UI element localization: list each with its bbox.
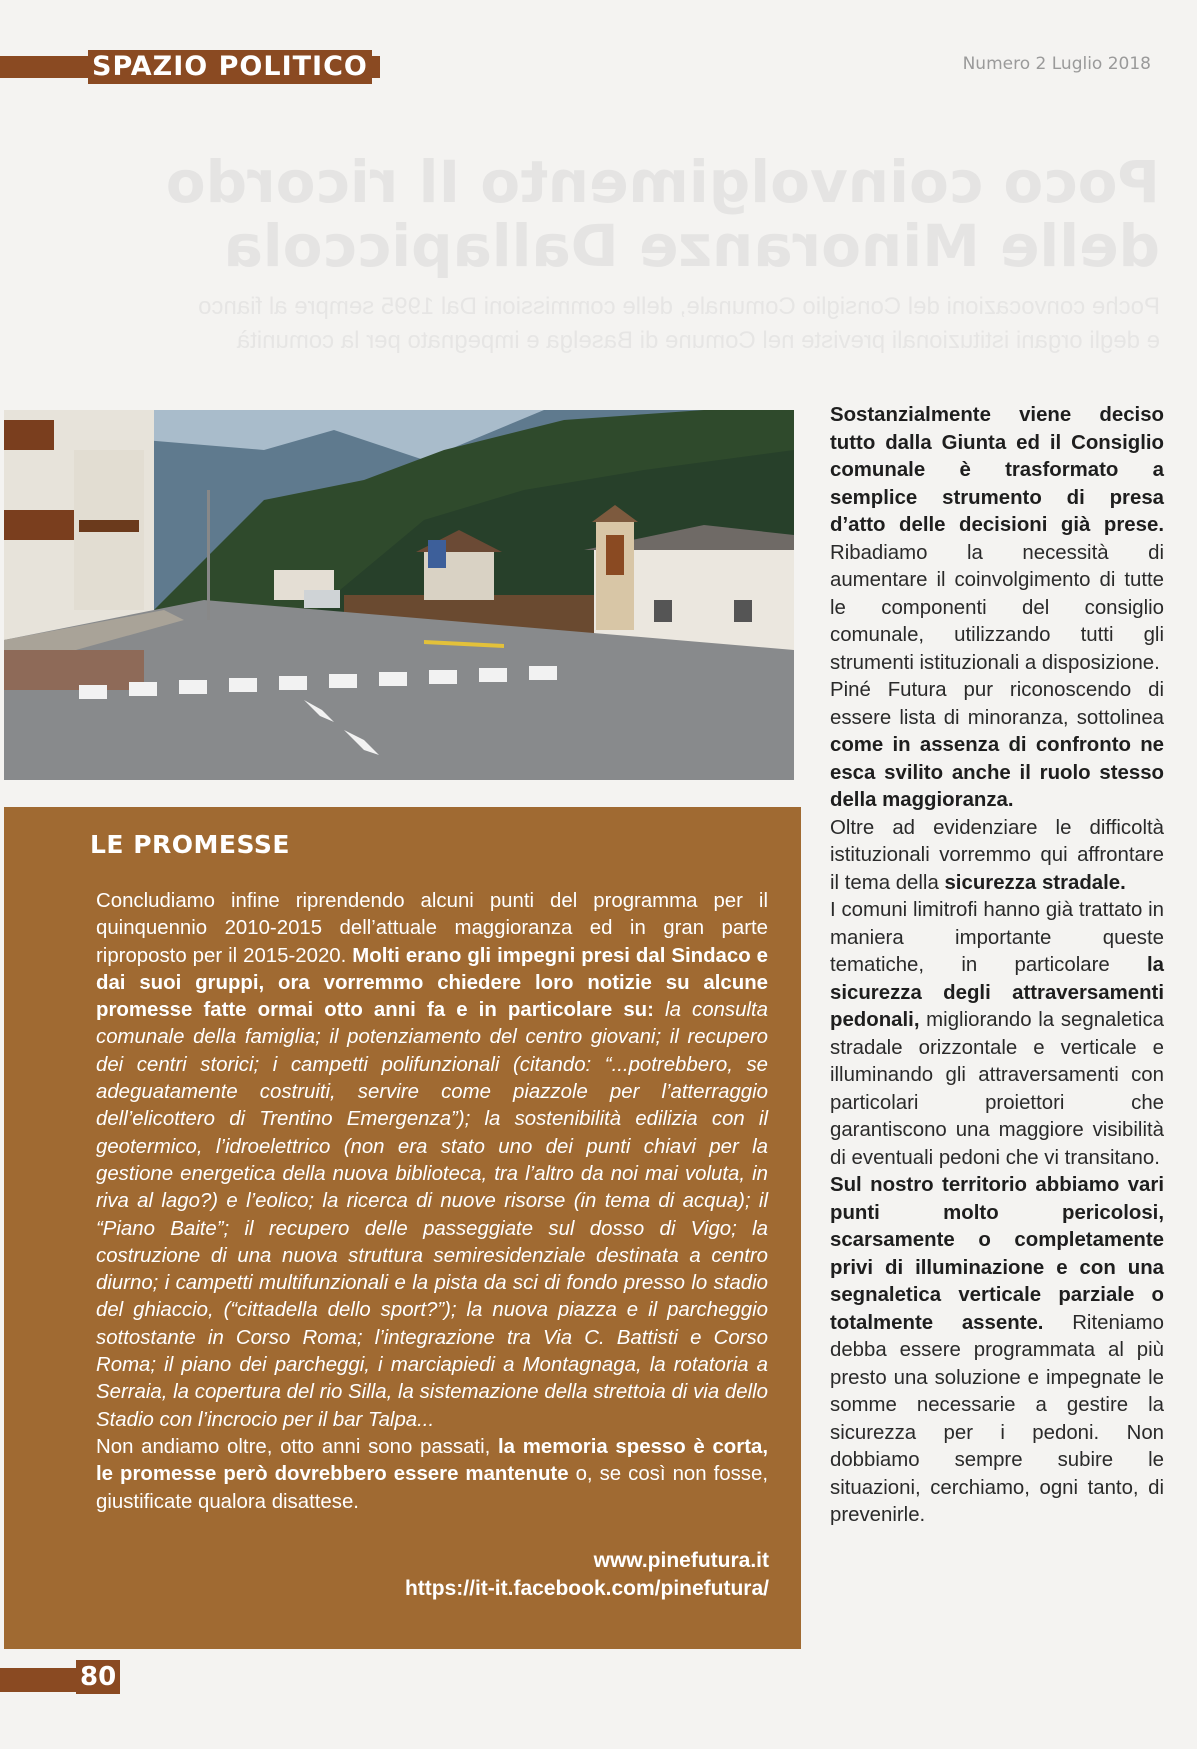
right-p1-bold: Sostanzialmente viene deciso tutto dalla Giunta ed il Consiglio comunale è trasformato a semplice strumento di presa d’atto delle decisioni già prese.: [830, 404, 1164, 536]
show-through-subtitle: [90, 290, 1160, 358]
right-p4-text: I comuni limitrofi hanno già trattato in maniera importante queste tematiche, in particolare: [830, 899, 1164, 976]
show-through-subtitle-line-2: e degli organi istituzionali previste nel Comune di Baselga e impegnato per la comunità: [236, 327, 1160, 354]
box-p1-text: Concludiamo infine riprendendo alcuni punti del programma per il quinquennio 2010-2015 dell’attuale maggioranza ed in gran parte riproposto per il 2015-2020.: [96, 890, 768, 967]
right-p3-bold: sicurezza stradale.: [944, 871, 1126, 894]
right-p5-bold: Sul nostro territorio abbiamo vari punti molto pericolosi, scarsamente o completamente privi di illuminazione e con una segnaletica verticale parziale o totalmente assente.: [830, 1174, 1164, 1334]
box-title: LE PROMESSE: [90, 830, 290, 859]
links-block: [405, 1547, 769, 1603]
box-body: [96, 888, 768, 1516]
box-p1-bold: Molti erano gli impegni presi dal Sindaco e dai suoi gruppi, ora vorremmo chiedere loro notizie su alcune promesse fatte ormai otto anni fa e in particolare su:: [96, 944, 768, 1022]
right-p3-text: Oltre ad evidenziare le difficoltà istituzionali vorremmo qui affrontare il tema della: [830, 816, 1164, 894]
right-paragraph-4: [830, 897, 1164, 1172]
website-link[interactable]: www.pinefutura.it: [593, 1549, 769, 1572]
right-p4-tail: migliorando la segnaletica stradale orizzontale e verticale e illuminando gli attraversamenti con particolari proiettori che garantiscono una maggiore visibilità di eventuali pedoni che vi transitano.: [830, 1009, 1164, 1169]
right-p2-bold: come in assenza di confronto ne esca svilito anche il ruolo stesso della maggioranza.: [830, 734, 1164, 811]
street-photo: [4, 410, 794, 780]
section-label: SPAZIO POLITICO: [88, 50, 372, 84]
issue-date: Numero 2 Luglio 2018: [962, 54, 1151, 74]
right-p1-text: Ribadiamo la necessità di aumentare il coinvolgimento di tutte le componenti del consiglio comunale, utilizzando tutti gli strumenti istituzionali a disposizione.: [830, 541, 1164, 674]
right-paragraph-1: [830, 402, 1164, 677]
box-p2-tail: o, se così non fosse, giustificate qualora disattese.: [96, 1463, 769, 1513]
facebook-link[interactable]: https://it-it.facebook.com/pinefutura/: [404, 1577, 769, 1600]
right-p4-bold: la sicurezza degli attraversamenti pedonali,: [830, 954, 1164, 1031]
right-column: [830, 402, 1164, 1530]
box-paragraph-2: [96, 1434, 768, 1516]
right-paragraph-3: [830, 815, 1164, 898]
box-p1-italic: la consulta comunale della famiglia; il potenziamento del centro giovani; il recupero dei centri storici; i campetti polifunzionali (citando: “...potrebbero, se adeguatamente costruiti, servire come piazzole per l’atterraggio dell’elicottero di Trentino Emergenza”); la sostenibilità edilizia con il geotermico, l’idroelettrico (non era stato uno dei punti chiavi per la gestione energetica della nuova biblioteca, tra l’altro da noi mai voluta, in riva al lago?) e l’eolico; la ricerca di nuove risorse (in tema di acqua); il “Piano Baite”; il recupero delle passeggiate sul dosso di Vigo; la costruzione di una nuova struttura semiresidenziale destinata a centro diurno; i campetti multifunzionali e la pista da sci di fondo presso lo stadio del ghiaccio, (“cittadella dello sport?”); la nuova piazza e il parcheggio sottostante in Corso Roma; l’integrazione tra Via C. Battisti e Corso Roma; il piano dei parcheggi, i marciapiedi a Montagnaga, la rotatoria a Serraia, la copertura del rio Silla, la sistemazione della strettoia di via dello Stadio con l’incrocio per il bar Talpa...: [96, 999, 768, 1431]
show-through-title: [90, 150, 1160, 278]
page-number: 80: [76, 1660, 120, 1694]
show-through-title-line-1: Poco coinvolgimento Il ricordo: [165, 150, 1160, 216]
box-paragraph-1: [96, 888, 768, 1434]
box-p2-text: Non andiamo oltre, otto anni sono passati,: [96, 1435, 498, 1458]
right-paragraph-2: [830, 677, 1164, 815]
right-paragraph-5: [830, 1172, 1164, 1530]
show-through-subtitle-line-1: Poche convocazioni del Consiglio Comunale, delle commissioni Dal 1995 sempre al fianco: [198, 293, 1160, 320]
right-p5-text: Riteniamo debba essere programmata al più presto una soluzione e impegnate le somme necessarie a gestire la sicurezza per i pedoni. Non dobbiamo sempre subire le situazioni, cerchiamo, ogni tanto, di prevenirle.: [830, 1311, 1164, 1526]
show-through-title-line-2: delle Minoranze Dallapiccola: [223, 212, 1160, 278]
box-p2-bold: la memoria spesso è corta, le promesse però dovrebbero essere mantenute: [96, 1435, 768, 1486]
right-p2-text: Piné Futura pur riconoscendo di essere lista di minoranza, sottolinea: [830, 679, 1164, 729]
